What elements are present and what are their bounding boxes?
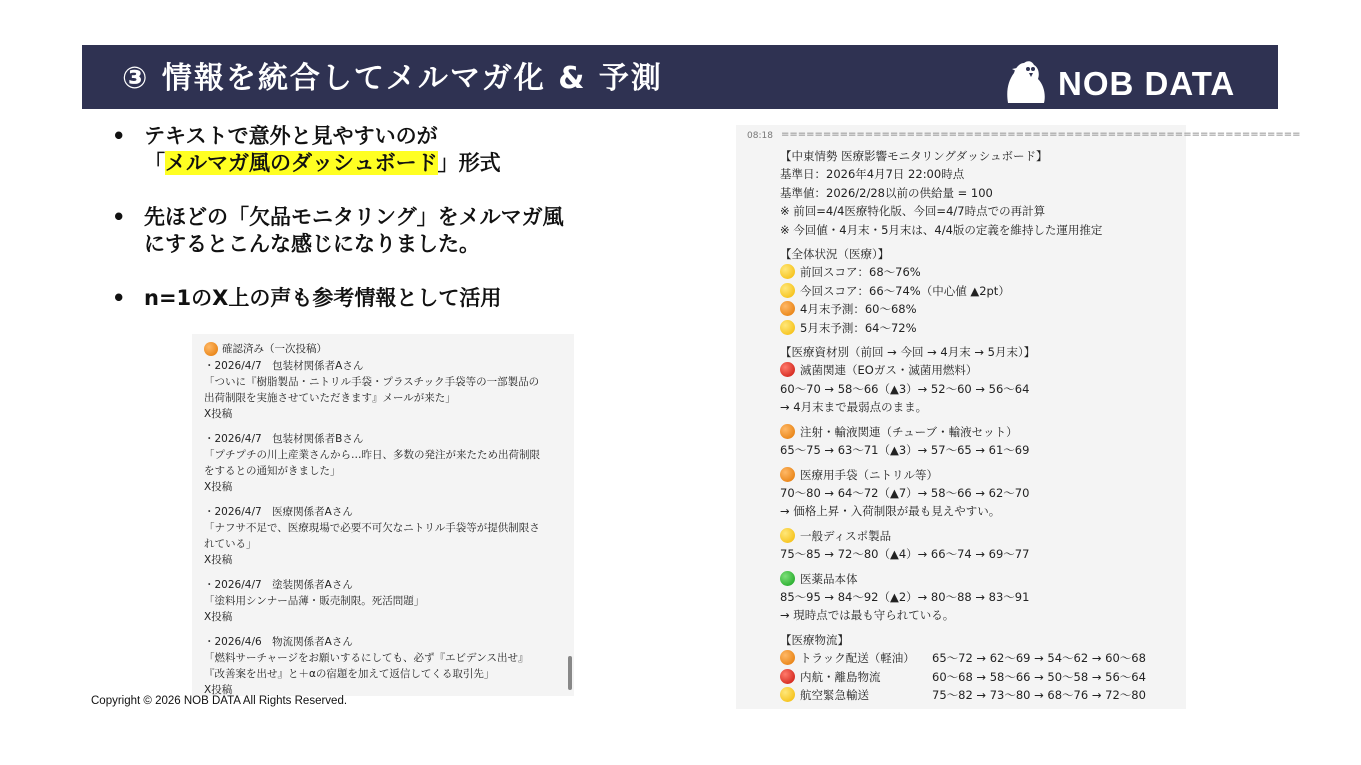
slide-header xyxy=(82,45,1278,109)
logistics-values: 60〜68 → 58〜66 → 50〜58 → 56〜64 xyxy=(932,669,1146,684)
post-text: 「ついに『樹脂製品・ニトリル手袋・プラスチック手袋等の一部製品の xyxy=(204,376,540,388)
logistics-values: 75〜82 → 73〜80 → 68〜76 → 72〜80 xyxy=(932,687,1146,702)
bullet-1-line-1: テキストで意外と見やすいのが xyxy=(144,124,438,148)
posts-heading xyxy=(204,340,566,358)
material-label: 医療用手袋（ニトリル等） xyxy=(800,467,938,482)
material-name xyxy=(780,570,1146,588)
material-values: 70〜80 → 64〜72（▲7）→ 58〜66 → 62〜70 xyxy=(780,485,1030,500)
logistics-heading: 【医療物流】 xyxy=(780,632,849,647)
nob-data-logo xyxy=(1002,55,1262,103)
post-source: X投稿 xyxy=(204,684,233,696)
overall-text: 4月末予測：60〜68% xyxy=(800,302,917,317)
overall-heading: 【全体状況（医療）】 xyxy=(780,247,890,262)
overall-item xyxy=(780,300,1146,318)
orange-circle-icon xyxy=(780,301,795,316)
material-values: 75〜85 → 72〜80（▲4）→ 66〜74 → 69〜77 xyxy=(780,547,1030,562)
orange-circle-icon xyxy=(204,342,218,356)
yellow-circle-icon xyxy=(780,528,795,543)
timestamp: 08:18 xyxy=(747,131,773,141)
orange-circle-icon xyxy=(780,467,795,482)
material-label: 一般ディスポ製品 xyxy=(800,528,892,543)
logistics-values: 65〜72 → 62〜69 → 54〜62 → 60〜68 xyxy=(932,651,1146,666)
logistics-item xyxy=(780,686,1146,704)
bullet-2-line-1: 先ほどの「欠品モニタリング」をメルマガ風 xyxy=(144,205,564,229)
scrollbar[interactable] xyxy=(568,656,572,690)
post-item xyxy=(204,504,566,568)
overall-text: 5月末予測：64〜72% xyxy=(800,320,917,335)
post-header: ・2026/4/7 塗装関係者Aさん xyxy=(204,579,353,591)
material-name xyxy=(780,466,1146,484)
yellow-circle-icon xyxy=(780,264,795,279)
bullet-list xyxy=(112,123,672,339)
post-text: 「燃料サーチャージをお願いするにしても、必ず『エビデンス出せ』 xyxy=(204,652,529,664)
material-note: → 価格上昇・入荷制限が最も見えやすい。 xyxy=(780,504,1001,519)
post-item xyxy=(204,634,566,698)
material-label: 滅菌関連（EOガス・滅菌用燃料） xyxy=(800,363,978,378)
red-circle-icon xyxy=(780,362,795,377)
bullet-mark: • xyxy=(112,286,126,310)
logistics-item xyxy=(780,668,1146,686)
bullet-mark: • xyxy=(112,124,126,148)
logistics-label: 内航・離島物流 xyxy=(800,669,881,684)
yellow-circle-icon xyxy=(780,687,795,702)
post-text: 出荷制限を実施させていただきます』メールが来た」 xyxy=(204,392,456,404)
bullet-2-line-2: にするとこんな感じになりました。 xyxy=(144,232,480,256)
note-2: ※ 今回値・4月末・5月末は、4/4版の定義を維持した運用推定 xyxy=(780,222,1103,237)
post-item xyxy=(204,577,566,625)
post-source: X投稿 xyxy=(204,611,233,623)
base-date: 基準日：2026年4月7日 22:00時点 xyxy=(780,167,965,182)
orange-circle-icon xyxy=(780,650,795,665)
x-posts-panel xyxy=(192,334,574,696)
bullet-item-3 xyxy=(112,285,672,312)
dashboard-body xyxy=(780,147,1146,704)
material-label: 注射・輸液関連（チューブ・輸液セット） xyxy=(800,424,1018,439)
post-source: X投稿 xyxy=(204,481,233,493)
overall-item xyxy=(780,282,1146,300)
post-text: 「プチプチの川上産業さんから…昨日、多数の発注が来たため出荷制限 xyxy=(204,449,540,461)
post-header: ・2026/4/6 物流関係者Aさん xyxy=(204,636,353,648)
post-item xyxy=(204,431,566,495)
bullet-3-text: n=1のX上の声も参考情報として活用 xyxy=(144,286,502,310)
logistics-item xyxy=(780,649,1146,667)
post-header: ・2026/4/7 包装材関係者Bさん xyxy=(204,433,364,445)
bullet-item-1 xyxy=(112,123,672,177)
yellow-circle-icon xyxy=(780,320,795,335)
logistics-label: トラック配送（軽油） xyxy=(800,651,915,666)
bullet-1-line-2 xyxy=(144,150,672,177)
post-text: 「ナフサ不足で、医療現場で必要不可欠なニトリル手袋等が提供制限さ xyxy=(204,522,540,534)
post-header: ・2026/4/7 包装材関係者Aさん xyxy=(204,360,364,372)
highlighted-text: メルマガ風のダッシュボード xyxy=(165,151,438,175)
copyright: Copyright © 2026 NOB DATA All Rights Reserved. xyxy=(91,695,348,707)
material-name xyxy=(780,423,1146,441)
green-circle-icon xyxy=(780,571,795,586)
overall-item xyxy=(780,319,1146,337)
overall-text: 前回スコア：68〜76% xyxy=(800,265,921,280)
posts-content xyxy=(192,340,574,698)
note-1: ※ 前回=4/4医療特化版、今回=4/7時点での再計算 xyxy=(780,204,1046,219)
bullet-mark: • xyxy=(112,205,126,229)
material-label: 医薬品本体 xyxy=(800,571,858,586)
yellow-circle-icon xyxy=(780,283,795,298)
post-item xyxy=(204,358,566,422)
post-text: をするとの通知がきました」 xyxy=(204,465,341,477)
bird-logo-icon xyxy=(1002,55,1052,103)
slide-title: ③ 情報を統合してメルマガ化 & 予測 xyxy=(122,61,663,96)
bracket-open: 「 xyxy=(144,151,165,175)
logo-text: NOB DATA xyxy=(1058,65,1236,102)
post-source: X投稿 xyxy=(204,408,233,420)
post-source: X投稿 xyxy=(204,554,233,566)
post-text: れている」 xyxy=(204,538,257,550)
dashboard-title: 【中東情勢 医療影響モニタリングダッシュボード】 xyxy=(780,149,1048,163)
divider-rule: ============================================================== xyxy=(781,129,1301,140)
bullet-item-2 xyxy=(112,204,672,258)
material-name xyxy=(780,361,1146,379)
material-values: 60〜70 → 58〜66（▲3）→ 52〜60 → 56〜64 xyxy=(780,381,1030,396)
logistics-label: 航空緊急輸送 xyxy=(800,687,869,702)
material-name xyxy=(780,527,1146,545)
material-values: 85〜95 → 84〜92（▲2）→ 80〜88 → 83〜91 xyxy=(780,589,1030,604)
overall-item xyxy=(780,263,1146,281)
post-header: ・2026/4/7 医療関係者Aさん xyxy=(204,506,353,518)
material-note: → 4月末まで最弱点のまま。 xyxy=(780,400,928,415)
bracket-close: 」形式 xyxy=(437,151,501,175)
base-value: 基準値：2026/2/28以前の供給量 = 100 xyxy=(780,185,993,200)
material-note: → 現時点では最も守られている。 xyxy=(780,608,955,623)
materials-heading: 【医療資材別（前回 → 今回 → 4月末 → 5月末）】 xyxy=(780,345,1036,360)
dashboard-panel xyxy=(736,125,1301,709)
material-values: 65〜75 → 63〜71（▲3）→ 57〜65 → 61〜69 xyxy=(780,443,1030,458)
post-text: 『改善案を出せ』と＋αの宿題を加えて返信してくる取引先」 xyxy=(204,668,495,680)
overall-text: 今回スコア：66〜74%（中心値 ▲2pt） xyxy=(800,283,1010,298)
orange-circle-icon xyxy=(780,424,795,439)
red-circle-icon xyxy=(780,669,795,684)
posts-heading-text: 確認済み（一次投稿） xyxy=(222,343,327,355)
post-text: 「塗料用シンナー品薄・販売制限。死活問題」 xyxy=(204,595,425,607)
